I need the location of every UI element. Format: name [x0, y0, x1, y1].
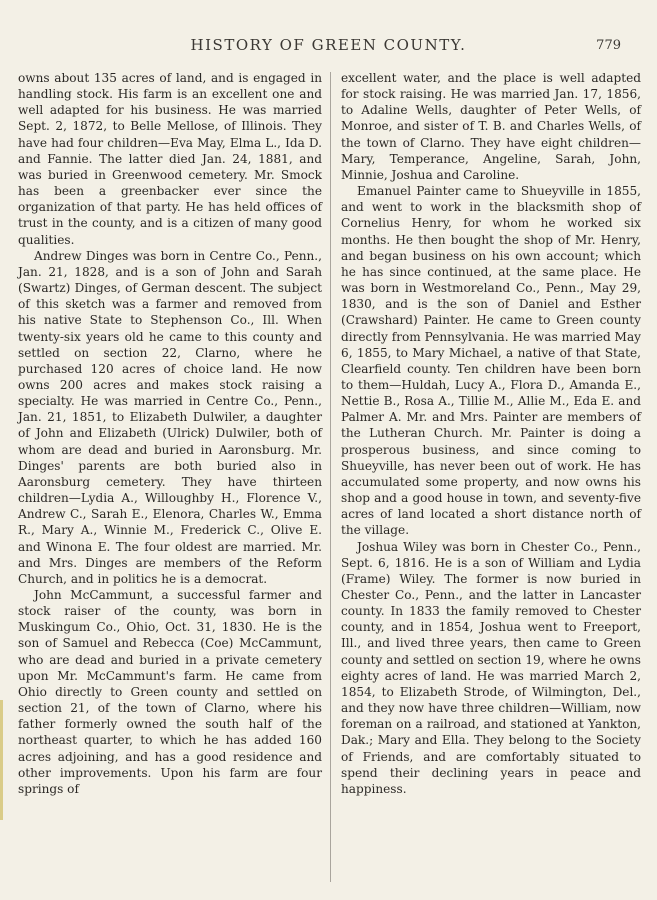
paragraph-john-mccammunt: John McCammunt, a successful farmer and stock raiser of the county, was born in Muskingum Co., Ohio, Oct. 31, 1830. He is the son of Samuel and Rebecca (Coe) McCammunt, who are dead and buried in a private cemetery upon Mr. McCammunt's farm. He came from Ohio directly to Green county and settled on section 21, of the town of Clarno, where his father formerly owned the south half of the northeast quarter, to which he has added 160 acres adjoining, and has a good residence and other improvements. Upon his farm are four springs of	[18, 588, 322, 796]
paragraph-smock-continued: owns about 135 acres of land, and is engaged in handling stock. His farm is an excellent one and well adapted for his business. He was married Sept. 2, 1872, to Belle Mellose, of Illinois. They have had four children—Eva May, Elma L., Ida D. and Fannie. The latter died Jan. 24, 1881, and was buried in Greenwood cemetery. Mr. Smock has been a greenbacker ever since the organization of that party. He has held offices of trust in the county, and is a citizen of many good qualities.	[18, 71, 322, 247]
paragraph-andrew-dinges: Andrew Dinges was born in Centre Co., Penn., Jan. 21, 1828, and is a son of John and Sarah (Swartz) Dinges, of German descent. The subject of this sketch was a farmer and removed from his native State to Stephenson Co., Ill. When twenty-six years old he came to this county and settled on section 22, Clarno, where he purchased 120 acres of choice land. He now owns 200 acres and makes stock raising a specialty. He was married in Centre Co., Penn., Jan. 21, 1851, to Elizabeth Dulwiler, a daughter of John and Elizabeth (Ulrick) Dulwiler, both of whom are dead and buried in Aaronsburg. Mr. Dinges' parents are both buried also in Aaronsburg cemetery. They have thirteen children—Lydia A., Willoughby H., Florence V., Andrew C., Sarah E., Elenora, Charles W., Emma R., Mary A., Winnie M., Frederick C., Olive E. and Winona E. The four oldest are married. Mr. and Mrs. Dinges are members of the Reform Church, and in politics he is a democrat.	[18, 248, 322, 586]
running-header-title: HISTORY OF GREEN COUNTY.	[190, 36, 467, 54]
paragraph-emanuel-painter: Emanuel Painter came to Shueyville in 1855, and went to work in the blacksmith shop of Cornelius Henry, for whom he worked six months. He then bought the shop of Mr. Henry, and began business on his own account; which he has since continued, at the same place. He was born in Westmoreland Co., Penn., May 29, 1830, and is the son of Daniel and Esther (Crawshard) Painter. He came to Green county directly from Pennsylvania. He was married May 6, 1855, to Mary Michael, a native of that State, Clearfield county. Ten children have been born to them—Huldah, Lucy A., Flora D., Amanda E., Nettie B., Rosa A., Tillie M., Allie M., Eda E. and Palmer A. Mr. and Mrs. Painter are members of the Lutheran Church. Mr. Painter is doing a prosperous business, and since coming to Shueyville, has never been out of work. He has accumulated some property, and now owns his shop and a good house in town, and seventy-five acres of land located a short distance north of the village.	[341, 184, 641, 538]
column-divider	[330, 72, 331, 882]
right-text-column	[341, 70, 641, 797]
left-text-column	[18, 70, 322, 797]
page-number: 779	[596, 38, 621, 53]
page-edge-stain	[0, 700, 3, 820]
paragraph-joshua-wiley: Joshua Wiley was born in Chester Co., Penn., Sept. 6, 1816. He is a son of William and Lydia (Frame) Wiley. The former is now buried in Chester Co., Penn., and the latter in Lancaster county. In 1833 the family removed to Chester county, and in 1854, Joshua went to Freeport, Ill., and lived three years, then came to Green county and settled on section 19, where he owns eighty acres of land. He was married March 2, 1854, to Elizabeth Strode, of Wilmington, Del., and they now have three children—William, now foreman on a railroad, and stationed at Yankton, Dak.; Mary and Ella. They belong to the Society of Friends, and are comfortably situated to spend their declining years in peace and happiness.	[341, 539, 641, 796]
paragraph-mccammunt-continued: excellent water, and the place is well adapted for stock raising. He was married Jan. 17, 1856, to Adaline Wells, daughter of Peter Wells, of Monroe, and sister of T. B. and Charles Wells, of the town of Clarno. They have eight children—Mary, Temperance, Angeline, Sarah, John, Minnie, Joshua and Caroline.	[341, 71, 641, 182]
